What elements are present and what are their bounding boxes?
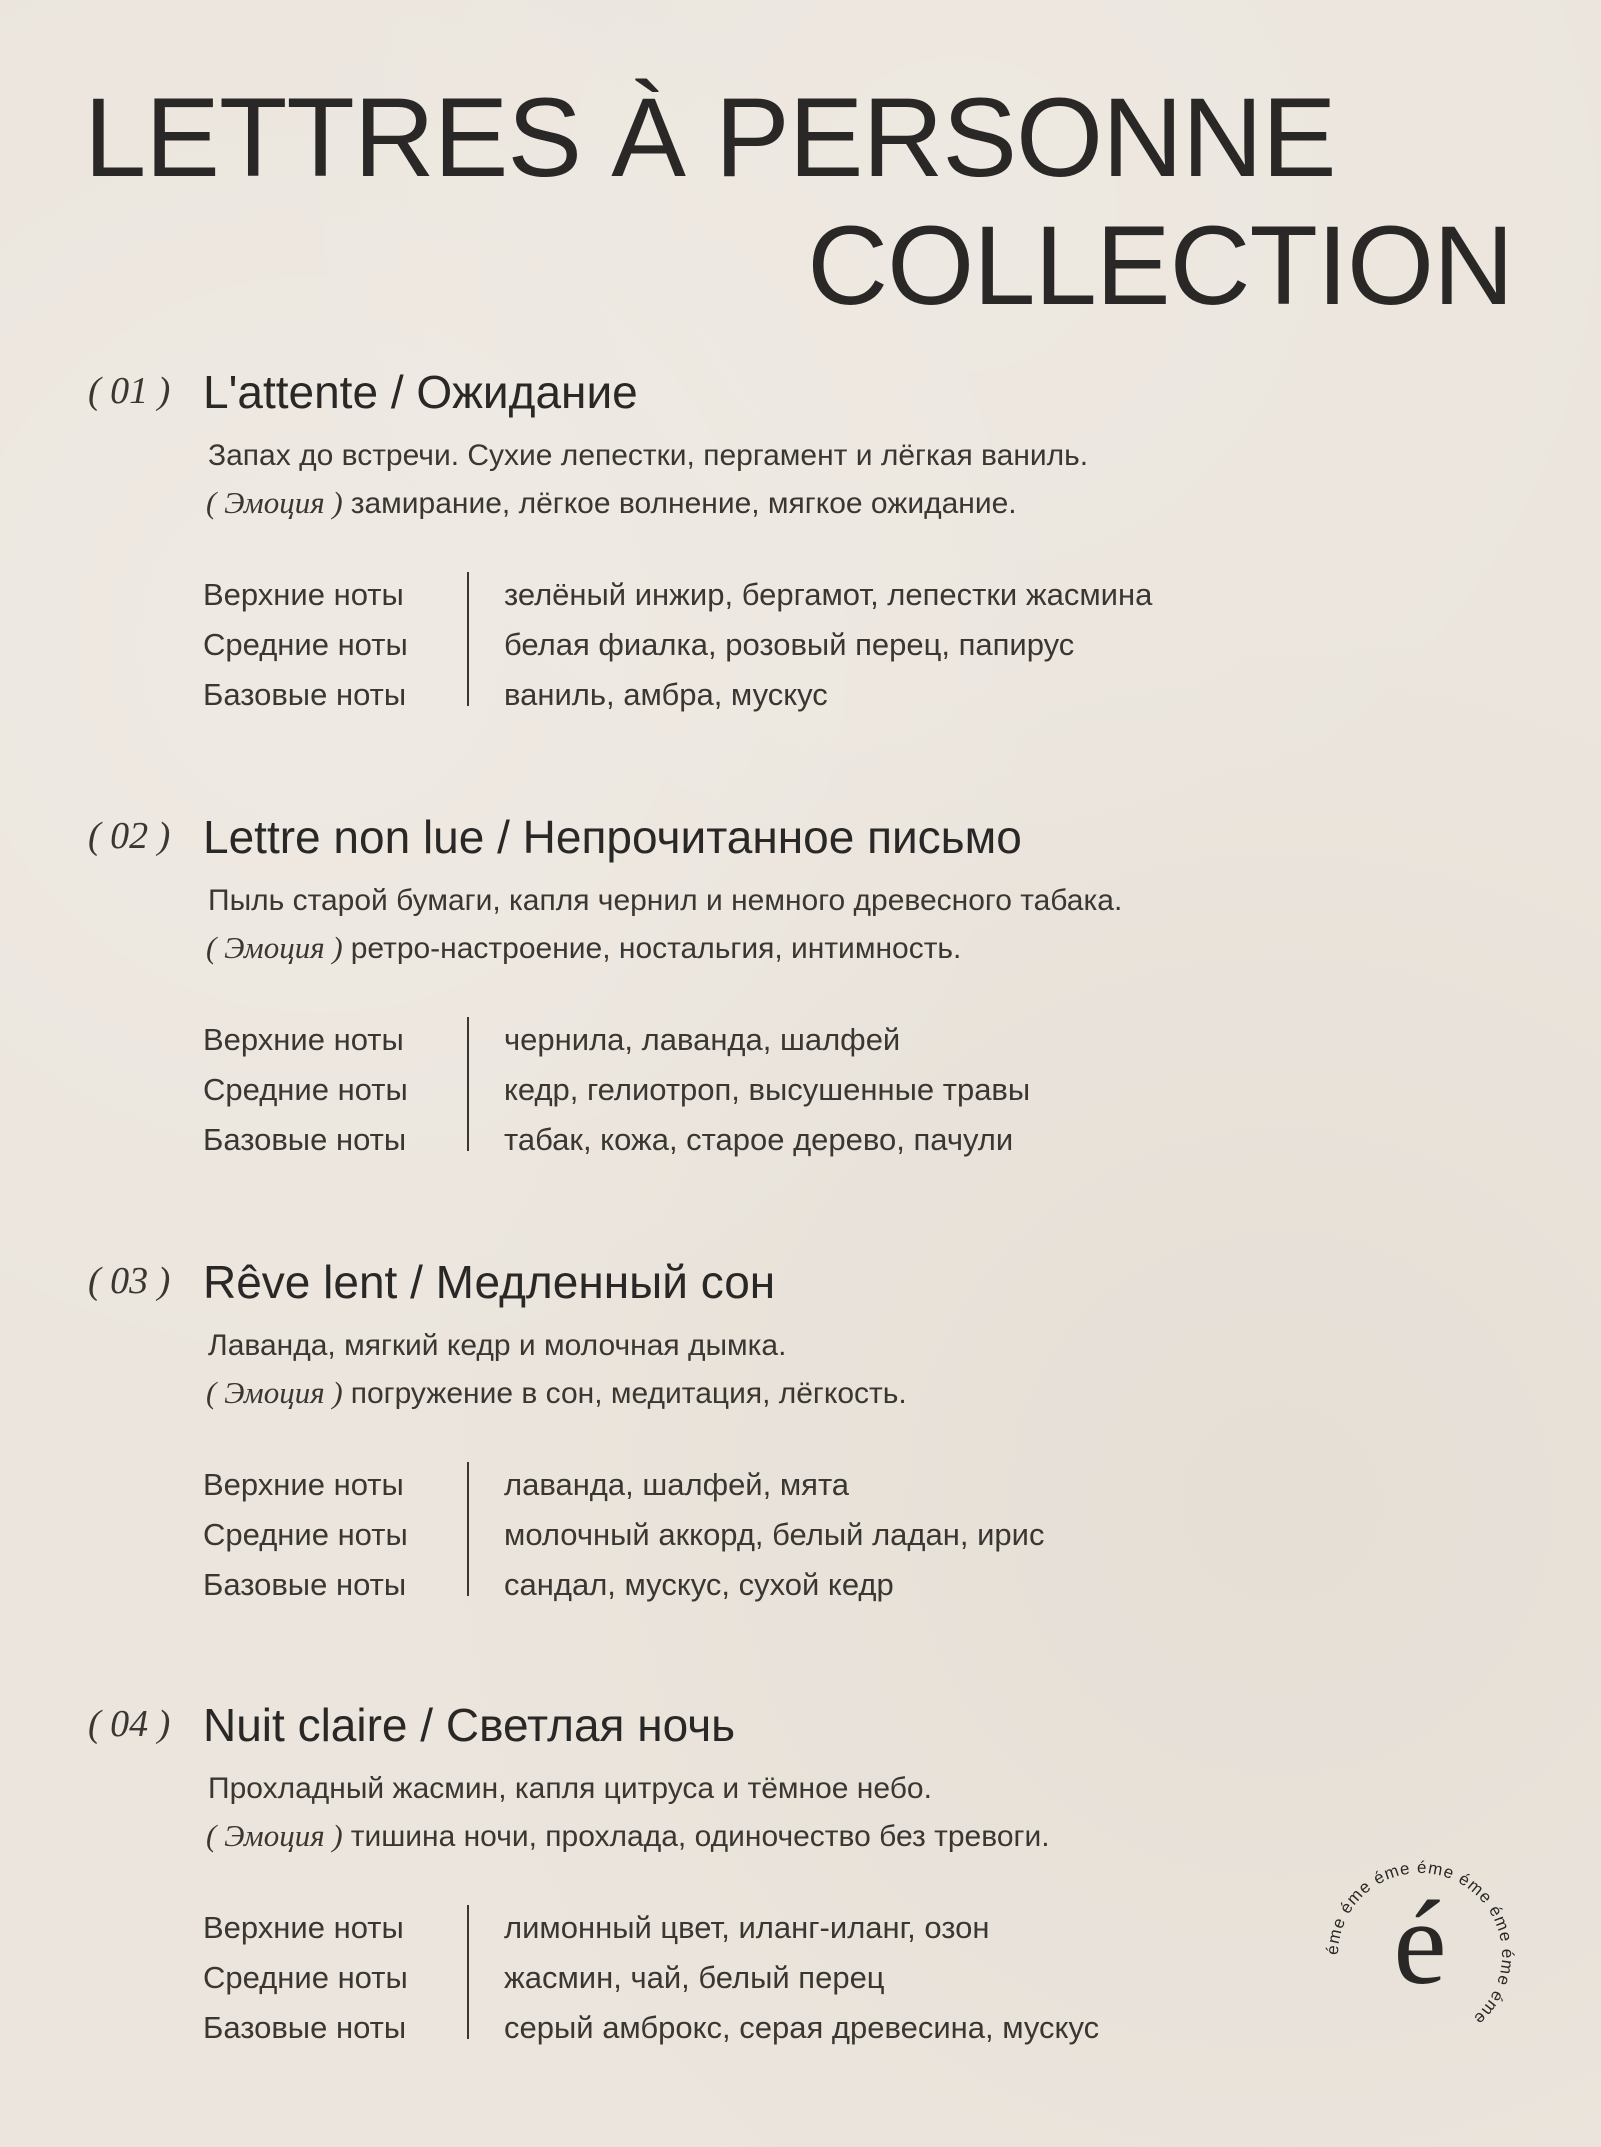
- section-number: ( 03 ): [88, 1260, 171, 1302]
- logo-ring-text: éme éme éme éme éme éme éme éme: [1322, 1857, 1518, 2030]
- middle-notes-value: жасмин, чай, белый перец: [504, 1960, 885, 1995]
- base-notes-value: серый амброкс, серая древесина, мускус: [504, 2010, 1100, 2045]
- middle-notes-label: Средние ноты: [203, 627, 408, 662]
- section-description: Прохладный жасмин, капля цитруса и тёмное небо.: [208, 1772, 932, 1805]
- base-notes-value: ваниль, амбра, мускус: [504, 677, 828, 712]
- base-notes-label: Базовые ноты: [203, 2010, 407, 2045]
- top-notes-label: Верхние ноты: [203, 1022, 404, 1057]
- base-notes-label: Базовые ноты: [203, 1567, 407, 1602]
- notes-labels: [203, 1903, 443, 2053]
- section-emotion: [206, 1375, 907, 1411]
- top-notes-label: Верхние ноты: [203, 1467, 404, 1502]
- brand-logo: [1310, 1845, 1530, 2065]
- top-notes-value: чернила, лаванда, шалфей: [504, 1022, 901, 1057]
- notes-labels: [203, 1015, 443, 1165]
- top-notes-label: Верхние ноты: [203, 1910, 404, 1945]
- section-emotion: [206, 1818, 1050, 1854]
- middle-notes-label: Средние ноты: [203, 1072, 408, 1107]
- notes-values: [504, 570, 1152, 720]
- collection-title-line-1: LETTRES À PERSONNE: [84, 75, 1336, 200]
- section-number: ( 02 ): [88, 815, 171, 857]
- emotion-label: ( Эмоция ): [206, 1818, 343, 1853]
- section-heading: Lettre non lue / Непрочитанное письмо: [203, 811, 1022, 863]
- notes-values: [504, 1015, 1030, 1165]
- notes-values: [504, 1903, 1099, 2053]
- notes-divider: [467, 1017, 469, 1151]
- section-heading: Rêve lent / Медленный сон: [203, 1256, 776, 1308]
- base-notes-value: сандал, мускус, сухой кедр: [504, 1567, 894, 1602]
- notes-values: [504, 1460, 1044, 1610]
- emotion-label: ( Эмоция ): [206, 1375, 343, 1410]
- base-notes-value: табак, кожа, старое дерево, пачули: [504, 1122, 1014, 1157]
- section-emotion: [206, 930, 961, 966]
- top-notes-value: лимонный цвет, иланг-иланг, озон: [504, 1910, 990, 1945]
- notes-divider: [467, 572, 469, 706]
- section-number: ( 04 ): [88, 1703, 171, 1745]
- section-description: Запах до встречи. Сухие лепестки, пергамент и лёгкая ваниль.: [208, 439, 1089, 472]
- section-number: ( 01 ): [88, 370, 171, 412]
- emotion-text: погружение в сон, медитация, лёгкость.: [350, 1377, 907, 1410]
- base-notes-label: Базовые ноты: [203, 677, 407, 712]
- notes-labels: [203, 1460, 443, 1610]
- middle-notes-value: молочный аккорд, белый ладан, ирис: [504, 1517, 1045, 1552]
- collection-title-line-2: COLLECTION: [807, 203, 1513, 328]
- base-notes-label: Базовые ноты: [203, 1122, 407, 1157]
- section-heading: Nuit claire / Светлая ночь: [203, 1699, 736, 1751]
- emotion-text: тишина ночи, прохлада, одиночество без тревоги.: [350, 1820, 1050, 1853]
- section-description: Пыль старой бумаги, капля чернил и немного древесного табака.: [208, 884, 1123, 917]
- section-heading: L'attente / Ожидание: [203, 366, 638, 418]
- top-notes-value: лаванда, шалфей, мята: [504, 1467, 850, 1502]
- top-notes-value: зелёный инжир, бергамот, лепестки жасмина: [504, 577, 1153, 612]
- middle-notes-value: белая фиалка, розовый перец, папирус: [504, 627, 1075, 662]
- notes-labels: [203, 570, 443, 720]
- emotion-text: ретро-настроение, ностальгия, интимность.: [350, 932, 962, 965]
- emotion-label: ( Эмоция ): [206, 485, 343, 520]
- emotion-text: замирание, лёгкое волнение, мягкое ожидание.: [350, 487, 1017, 520]
- top-notes-label: Верхние ноты: [203, 577, 404, 612]
- middle-notes-label: Средние ноты: [203, 1517, 408, 1552]
- logo-letter: é: [1393, 1876, 1447, 2009]
- section-emotion: [206, 485, 1017, 521]
- emotion-label: ( Эмоция ): [206, 930, 343, 965]
- middle-notes-label: Средние ноты: [203, 1960, 408, 1995]
- notes-divider: [467, 1905, 469, 2039]
- section-description: Лаванда, мягкий кедр и молочная дымка.: [208, 1329, 787, 1362]
- notes-divider: [467, 1462, 469, 1596]
- middle-notes-value: кедр, гелиотроп, высушенные травы: [504, 1072, 1031, 1107]
